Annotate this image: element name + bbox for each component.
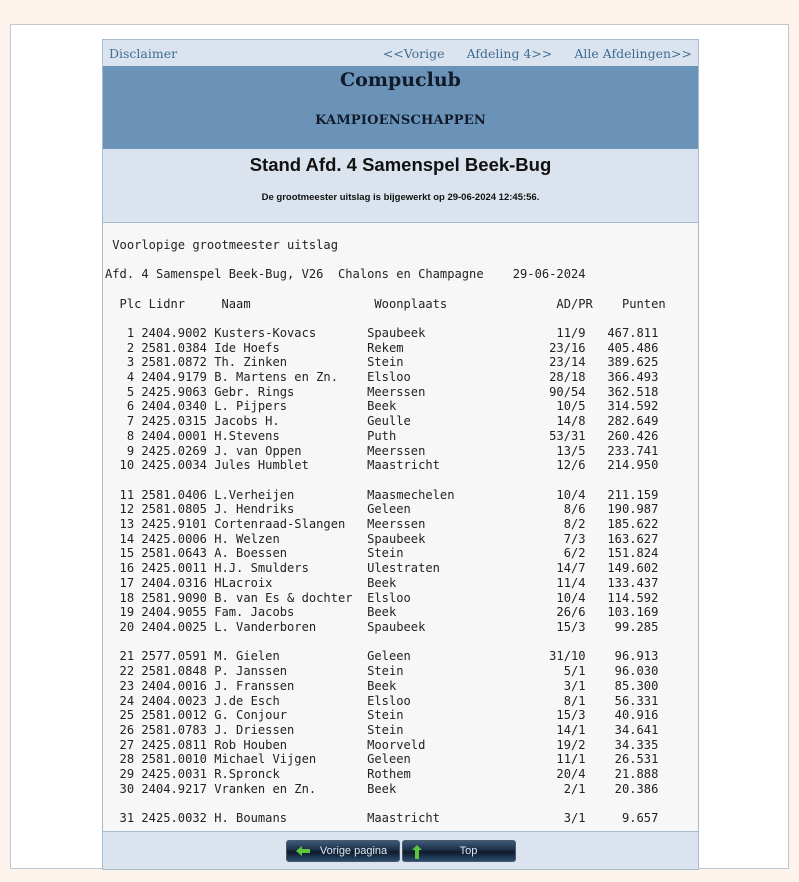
disclaimer-link[interactable]: Disclaimer bbox=[109, 45, 178, 61]
blank-line bbox=[105, 311, 698, 326]
update-notice: De grootmeester uitslag is bijgewerkt op 29-06-2024 12:45:56. bbox=[261, 192, 540, 203]
arrow-up-icon bbox=[411, 844, 423, 863]
table-row: 28 2581.0010 Michael Vijgen Geleen 11/1 26.531 bbox=[105, 752, 659, 767]
table-row: 17 2404.0316 HLacroix Beek 11/4 133.437 bbox=[105, 575, 659, 590]
table-row: 2 2581.0384 Ide Hoefs Rekem 23/16 405.486 bbox=[105, 340, 659, 355]
table-row: 9 2425.0269 J. van Oppen Meerssen 13/5 233.741 bbox=[105, 443, 659, 458]
blank-line bbox=[105, 635, 698, 650]
table-row: 13 2425.9101 Cortenraad-Slangen Meerssen 8/2 185.622 bbox=[105, 517, 659, 532]
table-row: 8 2404.0001 H.Stevens Puth 53/31 260.426 bbox=[105, 428, 659, 443]
top-label: Top bbox=[459, 844, 478, 857]
blank-line bbox=[105, 473, 698, 488]
table-row: 7 2425.0315 Jacobs H. Geulle 14/8 282.649 bbox=[105, 414, 659, 429]
standings-header bbox=[103, 149, 698, 223]
table-row: 20 2404.0025 L. Vanderboren Spaubeek 15/3 99.285 bbox=[105, 619, 659, 634]
table-row: 15 2581.0643 A. Boessen Stein 6/2 151.824 bbox=[105, 546, 659, 561]
results-listing bbox=[103, 223, 698, 833]
table-row: 10 2425.0034 Jules Humblet Maastricht 12/6 214.950 bbox=[105, 458, 659, 473]
table-row: 14 2425.0006 H. Welzen Spaubeek 7/3 163.627 bbox=[105, 531, 659, 546]
table-row: 1 2404.9002 Kusters-Kovacs Spaubeek 11/9 467.811 bbox=[105, 325, 659, 340]
blank-line bbox=[105, 223, 698, 238]
previous-page-button[interactable] bbox=[286, 840, 400, 862]
top-button[interactable] bbox=[402, 840, 516, 862]
table-row: 25 2581.0012 G. Conjour Stein 15/3 40.916 bbox=[105, 708, 659, 723]
table-row: 16 2425.0011 H.J. Smulders Ulestraten 14/7 149.602 bbox=[105, 561, 659, 576]
column-header: Plc Lidnr Naam Woonplaats AD/PR Punten bbox=[105, 296, 666, 311]
table-row: 5 2425.9063 Gebr. Rings Meerssen 90/54 362.518 bbox=[105, 384, 659, 399]
blank-line bbox=[105, 282, 698, 297]
table-row: 22 2581.0848 P. Janssen Stein 5/1 96.030 bbox=[105, 664, 659, 679]
table-row: 24 2404.0023 J.de Esch Elsloo 8/1 56.331 bbox=[105, 693, 659, 708]
all-divisions-link[interactable]: Alle Afdelingen>> bbox=[574, 45, 692, 61]
table-row: 31 2425.0032 H. Boumans Maastricht 3/1 9.657 bbox=[105, 811, 659, 826]
content-frame bbox=[102, 39, 699, 870]
intro-text: Voorlopige grootmeester uitslag bbox=[105, 237, 338, 252]
table-row: 4 2404.9179 B. Martens en Zn. Elsloo 28/18 366.493 bbox=[105, 370, 659, 385]
club-name: Compuclub bbox=[340, 69, 461, 91]
race-line: Afd. 4 Samenspel Beek-Bug, V26 Chalons en Champagne 29-06-2024 bbox=[105, 267, 586, 282]
table-row: 26 2581.0783 J. Driessen Stein 14/1 34.641 bbox=[105, 722, 659, 737]
table-row: 21 2577.0591 M. Gielen Geleen 31/10 96.913 bbox=[105, 649, 659, 664]
table-row: 29 2425.0031 R.Spronck Rothem 20/4 21.888 bbox=[105, 767, 659, 782]
table-row: 19 2404.9055 Fam. Jacobs Beek 26/6 103.169 bbox=[105, 605, 659, 620]
next-division-link[interactable]: Afdeling 4>> bbox=[466, 45, 553, 61]
table-row: 30 2404.9217 Vranken en Zn. Beek 2/1 20.386 bbox=[105, 781, 659, 796]
table-row: 18 2581.9090 B. van Es & dochter Elsloo 10/4 114.592 bbox=[105, 590, 659, 605]
blank-line bbox=[105, 796, 698, 811]
page-title: Stand Afd. 4 Samenspel Beek-Bug bbox=[249, 154, 552, 175]
blank-line bbox=[105, 252, 698, 267]
previous-page-label: Vorige pagina bbox=[319, 844, 388, 857]
table-row: 11 2581.0406 L.Verheijen Maasmechelen 10/4 211.159 bbox=[105, 487, 659, 502]
table-row: 23 2404.0016 J. Franssen Beek 3/1 85.300 bbox=[105, 678, 659, 693]
table-row: 27 2425.0811 Rob Houben Moorveld 19/2 34.335 bbox=[105, 737, 659, 752]
club-banner bbox=[103, 66, 698, 149]
table-row: 6 2404.0340 L. Pijpers Beek 10/5 314.592 bbox=[105, 399, 659, 414]
top-navigation bbox=[103, 40, 698, 66]
previous-link[interactable]: <<Vorige bbox=[382, 45, 445, 61]
banner-subtitle: KAMPIOENSCHAPPEN bbox=[315, 113, 486, 128]
table-row: 12 2581.0805 J. Hendriks Geleen 8/6 190.987 bbox=[105, 502, 659, 517]
page-container bbox=[10, 24, 789, 869]
bottom-toolbar bbox=[103, 831, 698, 869]
table-row: 3 2581.0872 Th. Zinken Stein 23/14 389.625 bbox=[105, 355, 659, 370]
